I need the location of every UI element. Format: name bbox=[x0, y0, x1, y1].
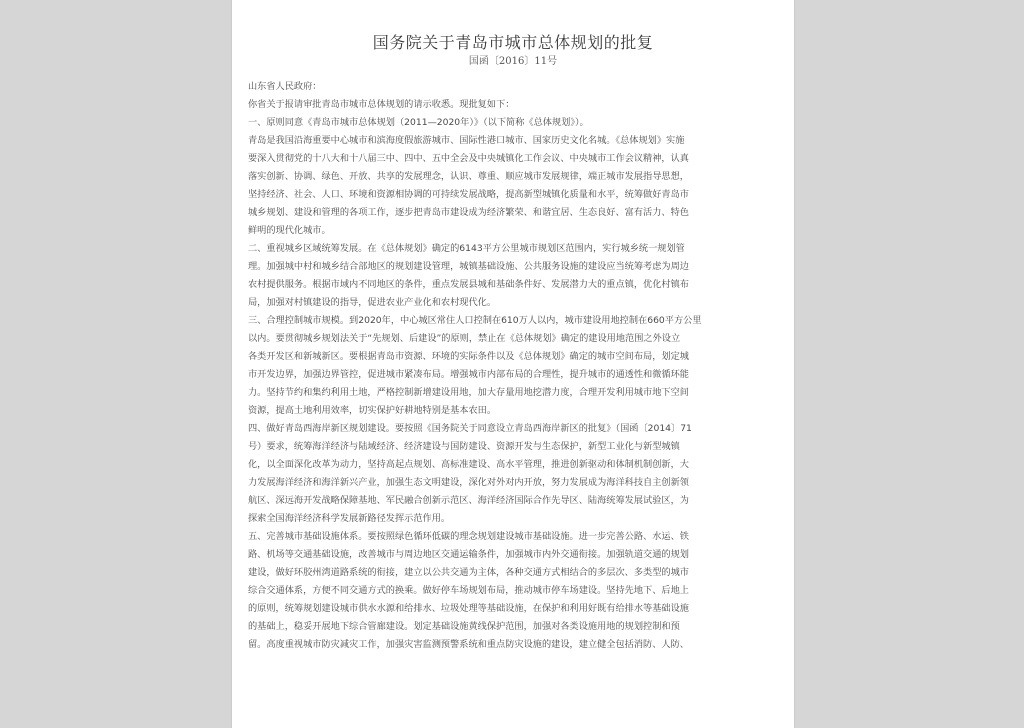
paragraph-line: 留。高度重视城市防灾减灾工作，加强灾害监测预警系统和重点防灾设施的建设，建立健全包括消防、人防、 bbox=[248, 639, 689, 650]
document-title: 国务院关于青岛市城市总体规划的批复 bbox=[372, 33, 654, 52]
paragraph-line: 以内。要贯彻城乡规划法关于“先规划、后建设”的原则，禁止在《总体规划》确定的建设用地范围之外设立 bbox=[248, 333, 681, 344]
paragraph-line: 落实创新、协调、绿色、开放、共享的发展理念，认识、尊重、顺应城市发展规律，端正城市发展指导思想， bbox=[248, 171, 689, 182]
document-page bbox=[232, 0, 794, 728]
paragraph-line: 青岛是我国沿海重要中心城市和滨海度假旅游城市、国际性港口城市、国家历史文化名城。《总体规划》实施 bbox=[248, 135, 685, 146]
paragraph-line: 你省关于报请审批青岛市城市总体规划的请示收悉。现批复如下： bbox=[248, 99, 515, 110]
paragraph-line: 城乡规划、建设和管理的各项工作，逐步把青岛市建设成为经济繁荣、和谐宜居、生态良好、富有活力、特色 bbox=[248, 207, 689, 218]
paragraph-line: 的原则，统筹规划建设城市供水水源和给排水、垃圾处理等基础设施，在保护和利用好既有给排水等基础设施 bbox=[248, 603, 689, 614]
paragraph-line: 局，加强对村镇建设的指导，促进农业产业化和农村现代化。 bbox=[248, 297, 497, 308]
paragraph-line: 力发展海洋经济和海洋新兴产业，加强生态文明建设，深化对外对内开放，努力发展成为海洋科技自主创新领 bbox=[248, 477, 689, 488]
paragraph-line: 二、重视城乡区域统筹发展。在《总体规划》确定的6143平方公里城市规划区范围内，实行城乡统一规划管 bbox=[248, 243, 685, 254]
paragraph-line: 五、完善城市基础设施体系。要按照绿色循环低碳的理念规划建设城市基础设施。进一步完善公路、水运、铁 bbox=[248, 531, 689, 542]
paragraph-line: 市开发边界，加强边界管控，促进城市紧凑布局。增强城市内部布局的合理性，提升城市的通透性和微循环能 bbox=[248, 369, 689, 380]
document-body bbox=[248, 78, 783, 654]
paragraph-line: 的基础上，稳妥开展地下综合管廊建设。划定基础设施黄线保护范围，加强对各类设施用地的规划控制和预 bbox=[248, 621, 680, 632]
paragraph-line: 综合交通体系，方便不同交通方式的换乘。做好停车场规划布局，推动城市停车场建设。坚持先地下、后地上 bbox=[248, 585, 689, 596]
paragraph-line: 各类开发区和新城新区。要根据青岛市资源、环境的实际条件以及《总体规划》确定的城市空间布局，划定城 bbox=[248, 351, 689, 362]
paragraph-line: 山东省人民政府： bbox=[248, 81, 322, 92]
paragraph-line: 力。坚持节约和集约利用土地，严格控制新增建设用地，加大存量用地挖潜力度，合理开发利用城市地下空间 bbox=[248, 387, 689, 398]
paragraph-line: 航区、深远海开发战略保障基地、军民融合创新示范区、海洋经济国际合作先导区、陆海统筹发展试验区，为 bbox=[248, 495, 689, 506]
paragraph-line: 农村提供服务。根据市域内不同地区的条件，重点发展县城和基础条件好、发展潜力大的重点镇，优化村镇布 bbox=[248, 279, 689, 290]
paragraph-line: 坚持经济、社会、人口、环境和资源相协调的可持续发展战略，提高新型城镇化质量和水平，统筹做好青岛市 bbox=[248, 189, 689, 200]
paragraph-line: 资源，提高土地利用效率，切实保护好耕地特别是基本农田。 bbox=[248, 405, 497, 416]
paragraph-line: 建设，做好环胶州湾道路系统的衔接，建立以公共交通为主体，各种交通方式相结合的多层次、多类型的城市 bbox=[248, 567, 689, 578]
paragraph-line: 路、机场等交通基础设施，改善城市与周边地区交通运输条件，加强城市内外交通衔接。加强轨道交通的规划 bbox=[248, 549, 689, 560]
paragraph-line: 三、合理控制城市规模。到2020年，中心城区常住人口控制在610万人以内，城市建设用地控制在660平方公里 bbox=[248, 315, 702, 326]
document-number: 国函〔2016〕11号 bbox=[468, 56, 558, 67]
paragraph-line: 探索全国海洋经济科学发展新路径发挥示范作用。 bbox=[248, 513, 451, 524]
paragraph-line: 四、做好青岛西海岸新区规划建设。要按照《国务院关于同意设立青岛西海岸新区的批复》（国函〔2014〕71 bbox=[248, 423, 692, 434]
paragraph-line: 鲜明的现代化城市。 bbox=[248, 225, 331, 236]
paragraph-line: 化，以全面深化改革为动力，坚持高起点规划、高标准建设、高水平管理，推进创新驱动和体制机制创新，大 bbox=[248, 459, 689, 470]
paragraph-line: 理。加强城中村和城乡结合部地区的规划建设管理，城镇基础设施、公共服务设施的建设应当统筹考虑为周边 bbox=[248, 261, 689, 272]
paragraph-line: 号）要求，统筹海洋经济与陆域经济、经济建设与国防建设、资源开发与生态保护，新型工业化与新型城镇 bbox=[248, 441, 680, 452]
paragraph-line: 要深入贯彻党的十八大和十八届三中、四中、五中全会及中央城镇化工作会议、中央城市工作会议精神，认真 bbox=[248, 153, 689, 164]
paragraph-line: 一、原则同意《青岛市城市总体规划（2011—2020年）》（以下简称《总体规划》）。 bbox=[248, 117, 589, 128]
